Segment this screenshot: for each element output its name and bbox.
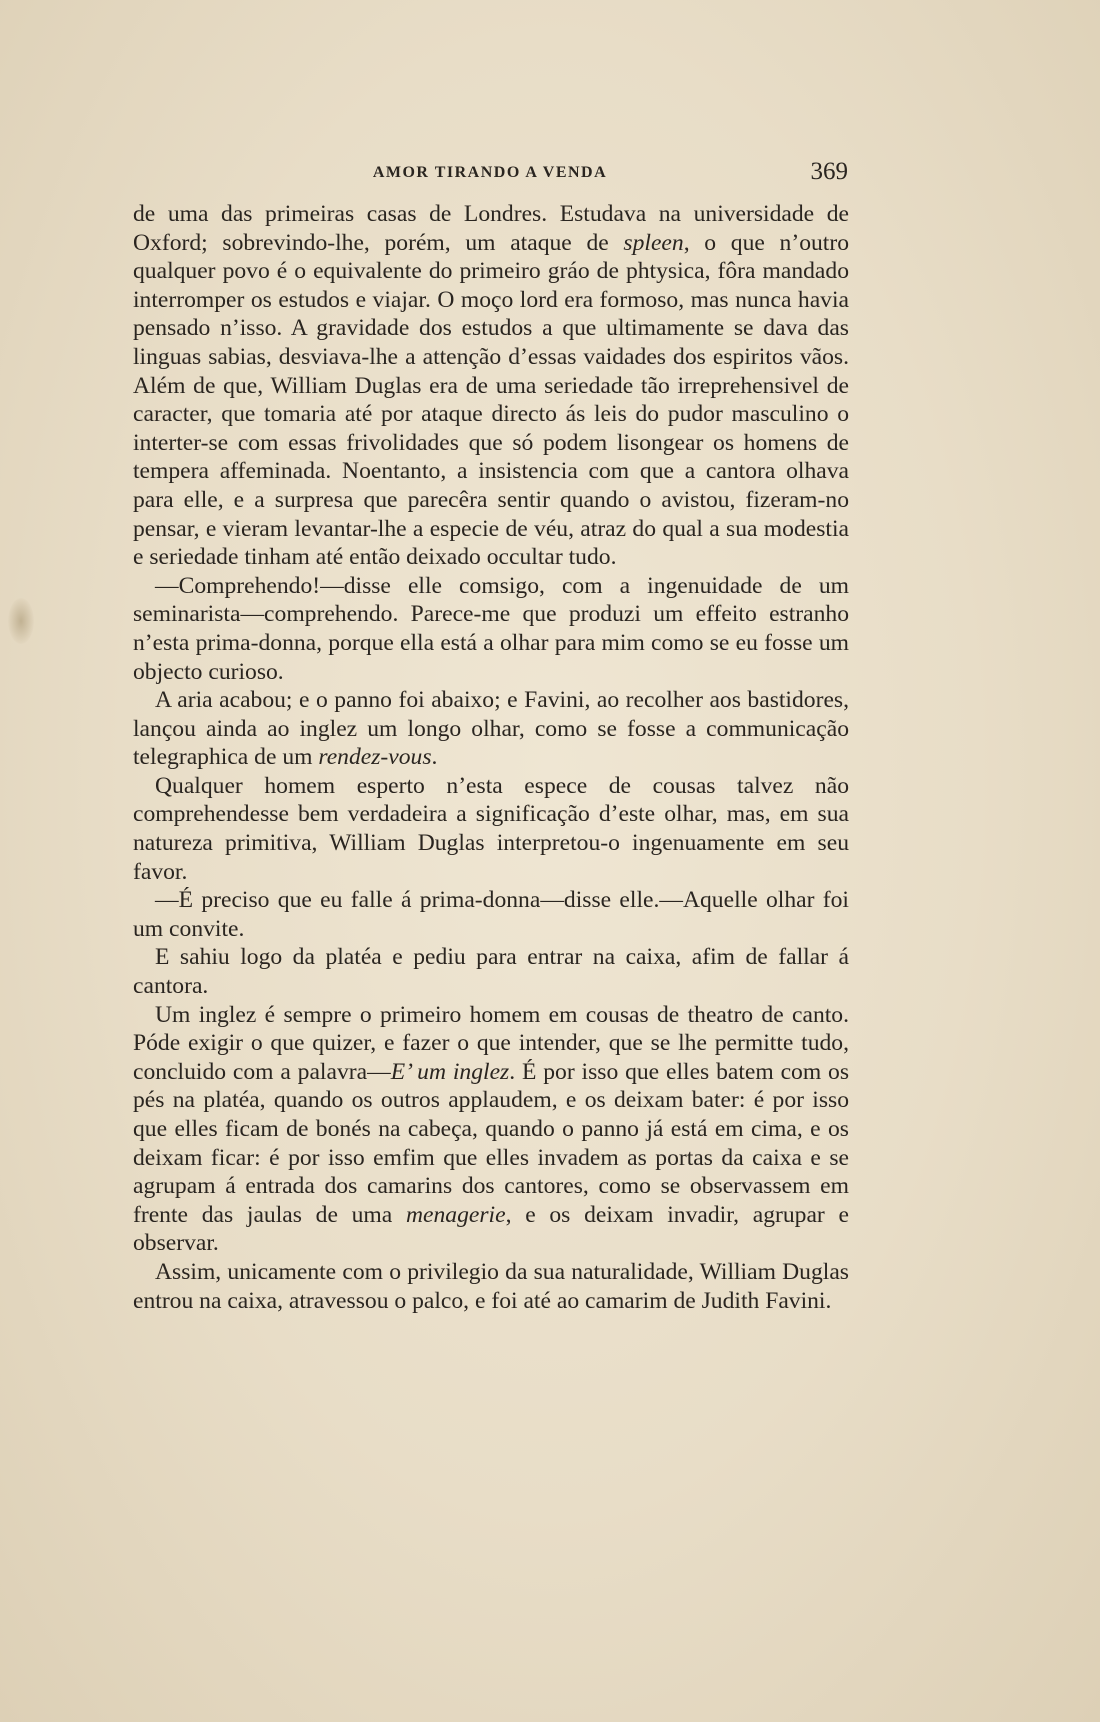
text-run: Um inglez é sempre o primeiro homem em cousas de theatro de canto. Póde exigir o que quizer, e fazer o que intender, que se lhe permitte tudo, concluido com a palavra— xyxy=(133,1001,849,1085)
text-run: A aria acabou; e o panno foi abaixo; e Favini, ao recolher aos bastidores, lançou ainda ao inglez um longo olhar, como se fosse a communicação telegraphica de um xyxy=(133,687,849,771)
paragraph xyxy=(133,772,849,886)
text-run: , o que n’outro qualquer povo é o equivalente do primeiro gráo de phtysica, fôra mandado interromper os estudos e viajar. O moço lord era formoso, mas nunca havia pensado n’isso. A gravidade dos estudos a que ultimamente se dava das linguas sabias, desviava-lhe a attenção d’essas vaidades dos espiritos vãos. Além de que, William Duglas era de uma seriedade tão irreprehensivel de caracter, que tomaria até por ataque directo ás leis do pudor masculino o interter-se com essas frivolidades que só podem lisongear os homens de tempera affeminada. Noentanto, a insistencia com que a cantora olhava para elle, e a surpresa que parecêra sentir quando o avistou, fizeram-no pensar, e vieram levantar-lhe a especie de véu, atraz do qual a sua modestia e seriedade tinham até então deixado occultar tudo. xyxy=(133,229,849,571)
text-run: Assim, unicamente com o privilegio da sua naturalidade, William Duglas entrou na caixa, atravessou o palco, e foi até ao camarim de Judith Favini. xyxy=(133,1258,849,1314)
text-run: —Comprehendo!—disse elle comsigo, com a ingenuidade de um seminarista—comprehendo. Parece-me que produzi um effeito estranho n’esta prima-donna, porque ella está a olhar para mim como se eu fosse um objecto curioso. xyxy=(133,572,849,685)
paragraph xyxy=(133,686,849,772)
text-run: . xyxy=(431,744,438,771)
text-run: , e os deixam invadir, agrupar e observar. xyxy=(133,1201,849,1257)
running-title: AMOR TIRANDO A VENDA xyxy=(372,164,608,181)
body-text xyxy=(133,200,849,1315)
italic-text: spleen xyxy=(623,229,684,256)
paragraph xyxy=(133,1001,849,1258)
paragraph xyxy=(133,572,849,686)
italic-text: rendez-vous xyxy=(318,744,432,771)
paragraph xyxy=(133,886,849,943)
page-number: 369 xyxy=(810,158,848,185)
paragraph xyxy=(133,200,849,572)
text-run: Qualquer homem esperto n’esta espece de cousas talvez não comprehendesse bem verdadeira a significação d’este olhar, mas, em sua natureza primitiva, William Duglas interpretou-o ingenuamente em seu favor. xyxy=(133,772,849,885)
italic-text: menagerie xyxy=(405,1201,506,1228)
text-run: E sahiu logo da platéa e pediu para entrar na caixa, afim de fallar á cantora. xyxy=(133,944,849,1000)
paper-stain xyxy=(8,598,34,644)
page-header xyxy=(132,158,848,190)
text-run: de uma das primeiras casas de Londres. Estudava na universidade de Oxford; sobrevindo-lhe, porém, um ataque de xyxy=(133,201,849,256)
paragraph xyxy=(133,1258,849,1315)
text-run: . É por isso que elles batem com os pés na platéa, quando os outros applaudem, e os deixam bater: é por isso que elles ficam de bonés na cabeça, quando o panno já está em cima, e os deixam ficar: é por isso emfim que elles invadem as portas da caixa e se agrupam á entrada dos camarins dos cantores, como se observassem em frente das jaulas de uma xyxy=(133,1058,850,1228)
paragraph xyxy=(133,943,849,1000)
italic-text: E’ um inglez xyxy=(390,1058,510,1085)
text-run: —É preciso que eu falle á prima-donna—disse elle.—Aquelle olhar foi um convite. xyxy=(133,887,849,942)
